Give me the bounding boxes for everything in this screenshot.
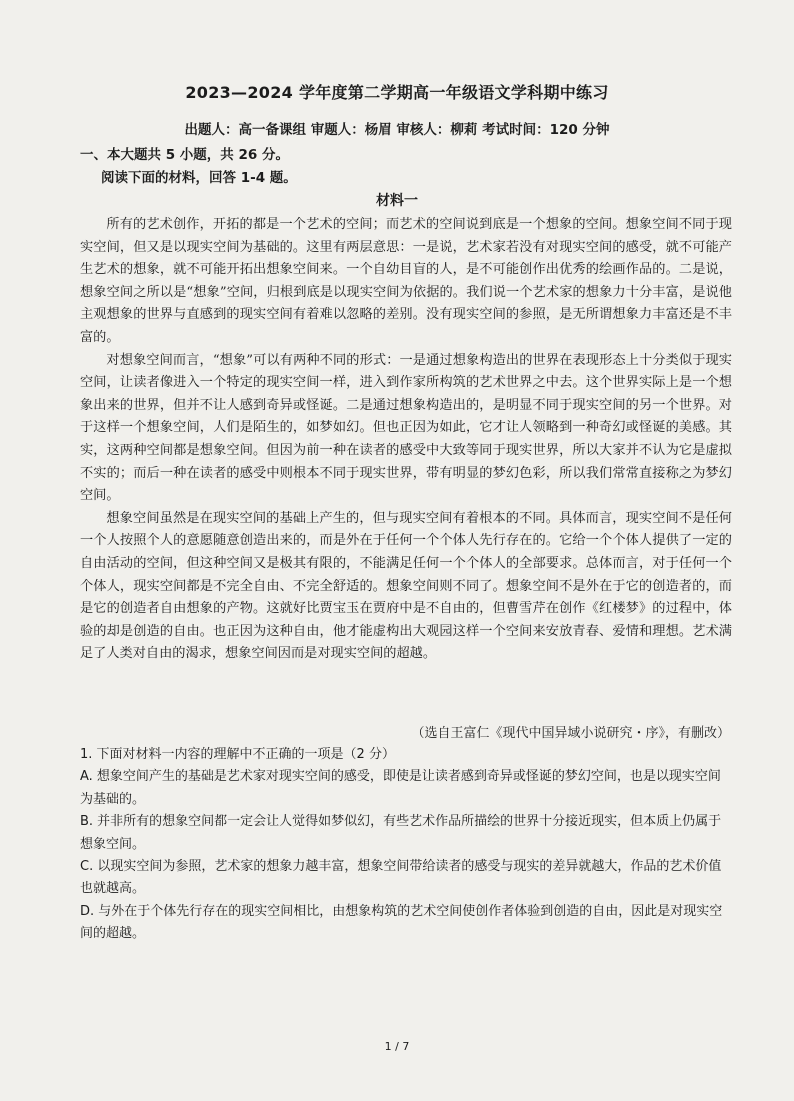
material-source: （选自王富仁《现代中国异域小说研究・序》，有删改）	[411, 726, 730, 741]
exam-title: 2023—2024 学年度第二学期高一年级语文学科期中练习	[185, 83, 609, 102]
option-b: B. 并非所有的想象空间都一定会让人觉得如梦似幻，有些艺术作品所描绘的世界十分接近现实，但本质上仍属于想象空间。	[80, 814, 722, 852]
material-paragraph: 想象空间虽然是在现实空间的基础上产生的，但与现实空间有着根本的不同。具体而言，现实空间不是任何一个人按照个人的意愿随意创造出来的，而是外在于任何一个个体人先行存在的。它给一个个体人提供了一定的自由活动的空间，但这种空间又是极其有限的，不能满足任何一个个体人的全部要求。总体而言，对于任何一个个体人，现实空间都是不完全自由、不完全舒适的。想象空间则不同了。想象空间不是外在于它的创造者的，而是它的创造者自由想象的产物。这就好比贾宝玉在贾府中是不自由的，但曹雪芹在创作《红楼梦》的过程中，体验的却是创造的自由。也正因为这种自由，他才能虚构出大观园这样一个空间来安放青春、爱情和理想。艺术满足了人类对自由的渴求，想象空间因而是对现实空间的超越。	[80, 510, 732, 662]
option-c: C. 以现实空间为参照，艺术家的想象力越丰富，想象空间带给读者的感受与现实的差异就越大，作品的艺术价值也就越高。	[80, 859, 722, 897]
page-number: 1 / 7	[384, 1040, 410, 1053]
material-title: 材料一	[376, 193, 418, 209]
section-heading: 一、本大题共 5 小题，共 26 分。	[80, 147, 289, 163]
exam-meta: 出题人：高一备课组 审题人：杨眉 审核人：柳莉 考试时间：120 分钟	[184, 122, 610, 138]
question-1	[80, 744, 732, 946]
option-d: D. 与外在于个体先行存在的现实空间相比，由想象构筑的艺术空间使创作者体验到创造的自由，因此是对现实空间的超越。	[80, 903, 723, 942]
material-article	[80, 214, 732, 666]
question-stem: 1. 下面对材料一内容的理解中不正确的一项是（2 分）	[80, 747, 395, 762]
option-a: A. 想象空间产生的基础是艺术家对现实空间的感受，即使是让读者感到奇异或怪诞的梦幻空间，也是以现实空间为基础的。	[80, 769, 721, 807]
material-paragraph: 对想象空间而言，“想象”可以有两种不同的形式：一是通过想象构造出的世界在表现形态上十分类似于现实空间，让读者像进入一个特定的现实空间一样，进入到作家所构筑的艺术世界之中去。这个世界实际上是一个想象出来的世界，但并不让人感到奇异或怪诞。二是通过想象构造出的，是明显不同于现实空间的另一个世界。对于这样一个想象空间，人们是陌生的，如梦如幻。但也正因为如此，它才让人领略到一种奇幻或怪诞的美感。其实，这两种空间都是想象空间。但因为前一种在读者的感受中大致等同于现实世界，所以大家并不认为它是虚拟不实的；而后一种在读者的感受中则根本不同于现实世界，带有明显的梦幻色彩，所以我们常常直接称之为梦幻空间。	[80, 352, 732, 504]
material-paragraph: 所有的艺术创作，开拓的都是一个艺术的空间；而艺术的空间说到底是一个想象的空间。想象空间不同于现实空间，但又是以现实空间为基础的。这里有两层意思：一是说，艺术家若没有对现实空间的感受，就不可能产生艺术的想象，就不可能开拓出想象空间来。一个自幼目盲的人，是不可能创作出优秀的绘画作品的。二是说，想象空间之所以是“想象”空间，归根到底是以现实空间为依据的。我们说一个艺术家的想象力十分丰富，是说他主观想象的世界与直感到的现实空间有着难以忽略的差别。没有现实空间的参照，是无所谓想象力丰富还是不丰富的。	[80, 217, 732, 345]
section-instruction: 阅读下面的材料，回答 1-4 题。	[101, 170, 297, 186]
